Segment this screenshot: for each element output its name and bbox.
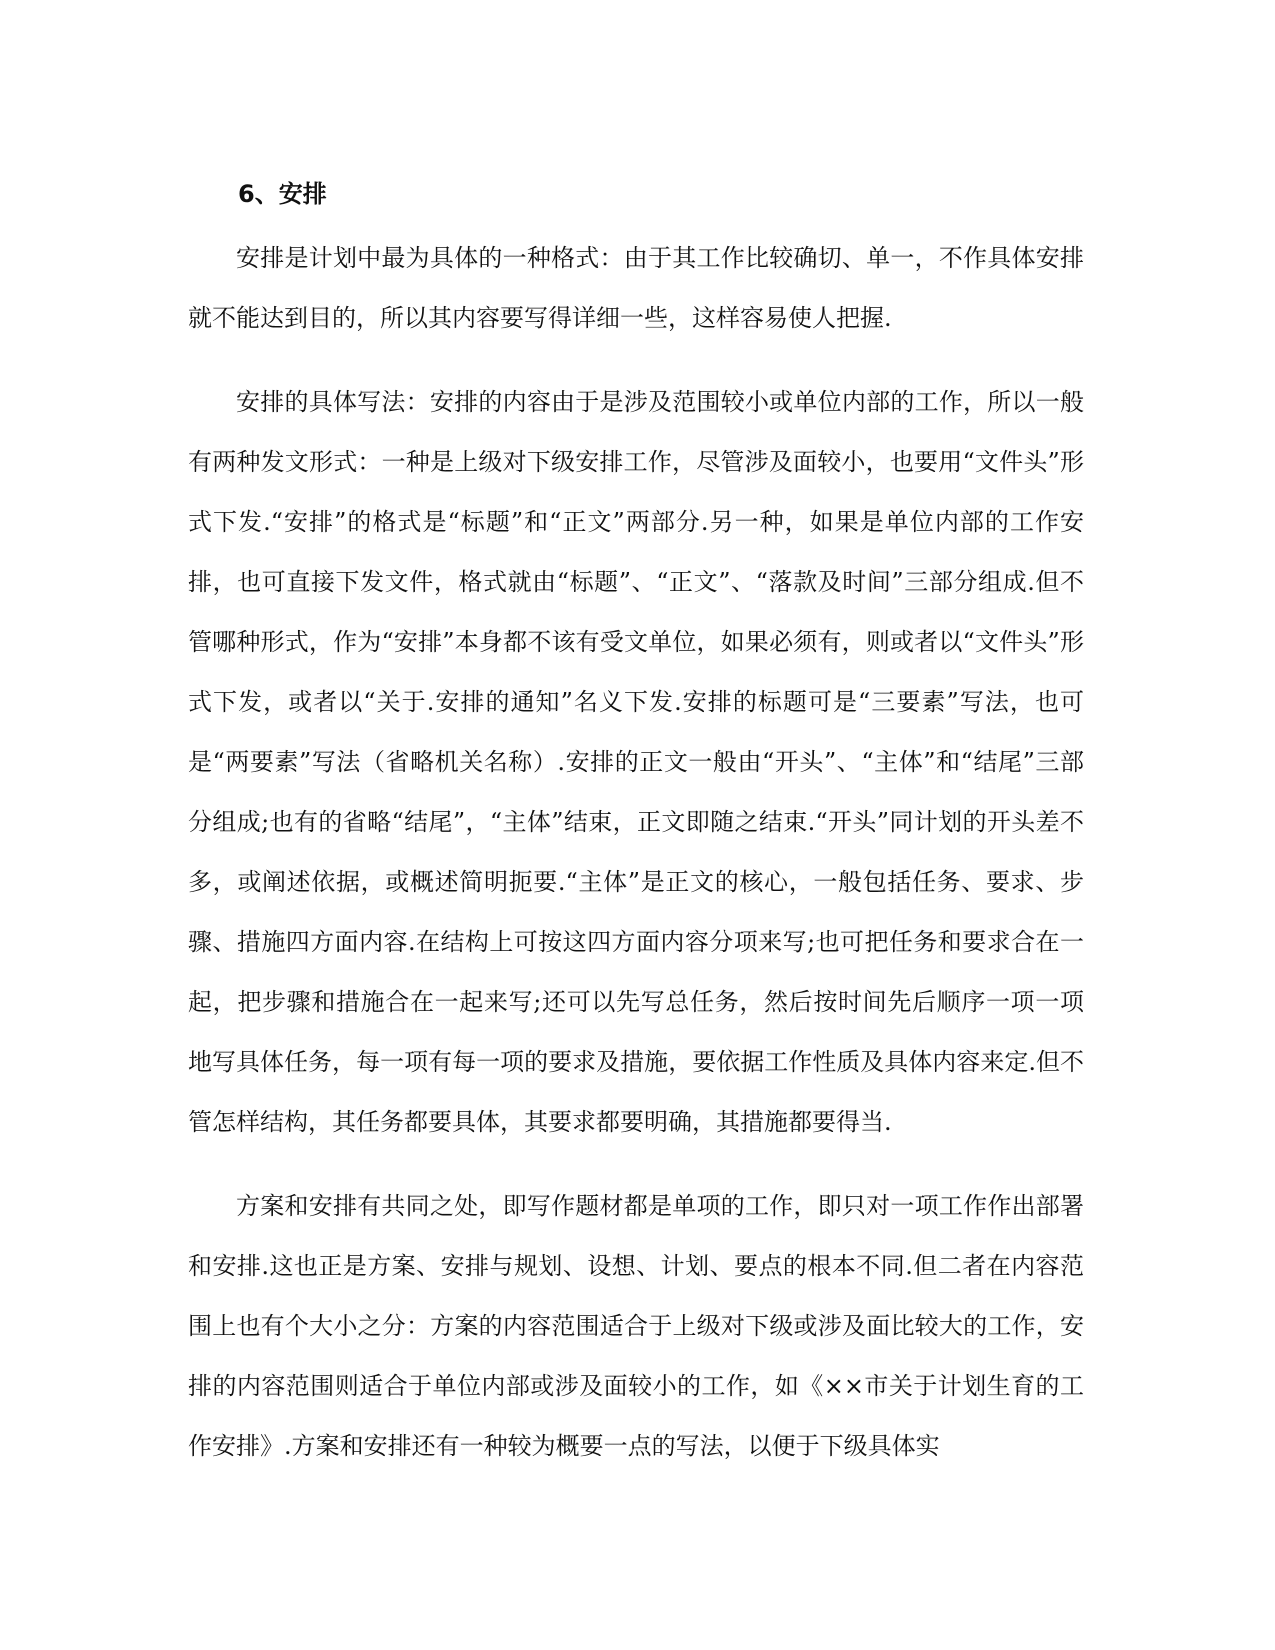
paragraph-comparison: 方案和安排有共同之处，即写作题材都是单项的工作，即只对一项工作作出部署和安排.这也正是方案、安排与规划、设想、计划、要点的根本不同.但二者在内容范围上也有个大小之分：方案的内容范围适合于上级对下级或涉及面比较大的工作，安排的内容范围则适合于单位内部或涉及面较小的工作，如《××市关于计划生育的工作安排》.方案和安排还有一种较为概要一点的写法，以便于下级具体实 <box>188 1192 1084 1460</box>
document-body <box>188 228 1084 1500</box>
section-heading: 6、安排 <box>238 180 327 208</box>
paragraph-intro: 安排是计划中最为具体的一种格式：由于其工作比较确切、单一，不作具体安排就不能达到目的，所以其内容要写得详细一些，这样容易使人把握. <box>188 244 1084 332</box>
paragraph-writing-method: 安排的具体写法：安排的内容由于是涉及范围较小或单位内部的工作，所以一般有两种发文形式：一种是上级对下级安排工作，尽管涉及面较小，也要用“文件头”形式下发.“安排”的格式是“标题”和“正文”两部分.另一种，如果是单位内部的工作安排，也可直接下发文件，格式就由“标题”、“正文”、“落款及时间”三部分组成.但不管哪种形式，作为“安排”本身都不该有受文单位，如果必须有，则或者以“文件头”形式下发，或者以“关于.安排的通知”名义下发.安排的标题可是“三要素”写法，也可是“两要素”写法（省略机关名称）.安排的正文一般由“开头”、“主体”和“结尾”三部分组成;也有的省略“结尾”，“主体”结束，正文即随之结束.“开头”同计划的开头差不多，或阐述依据，或概述简明扼要.“主体”是正文的核心，一般包括任务、要求、步骤、措施四方面内容.在结构上可按这四方面内容分项来写;也可把任务和要求合在一起，把步骤和措施合在一起来写;还可以先写总任务，然后按时间先后顺序一项一项地写具体任务，每一项有每一项的要求及措施，要依据工作性质及具体内容来定.但不管怎样结构，其任务都要具体，其要求都要明确，其措施都要得当. <box>188 388 1084 1136</box>
